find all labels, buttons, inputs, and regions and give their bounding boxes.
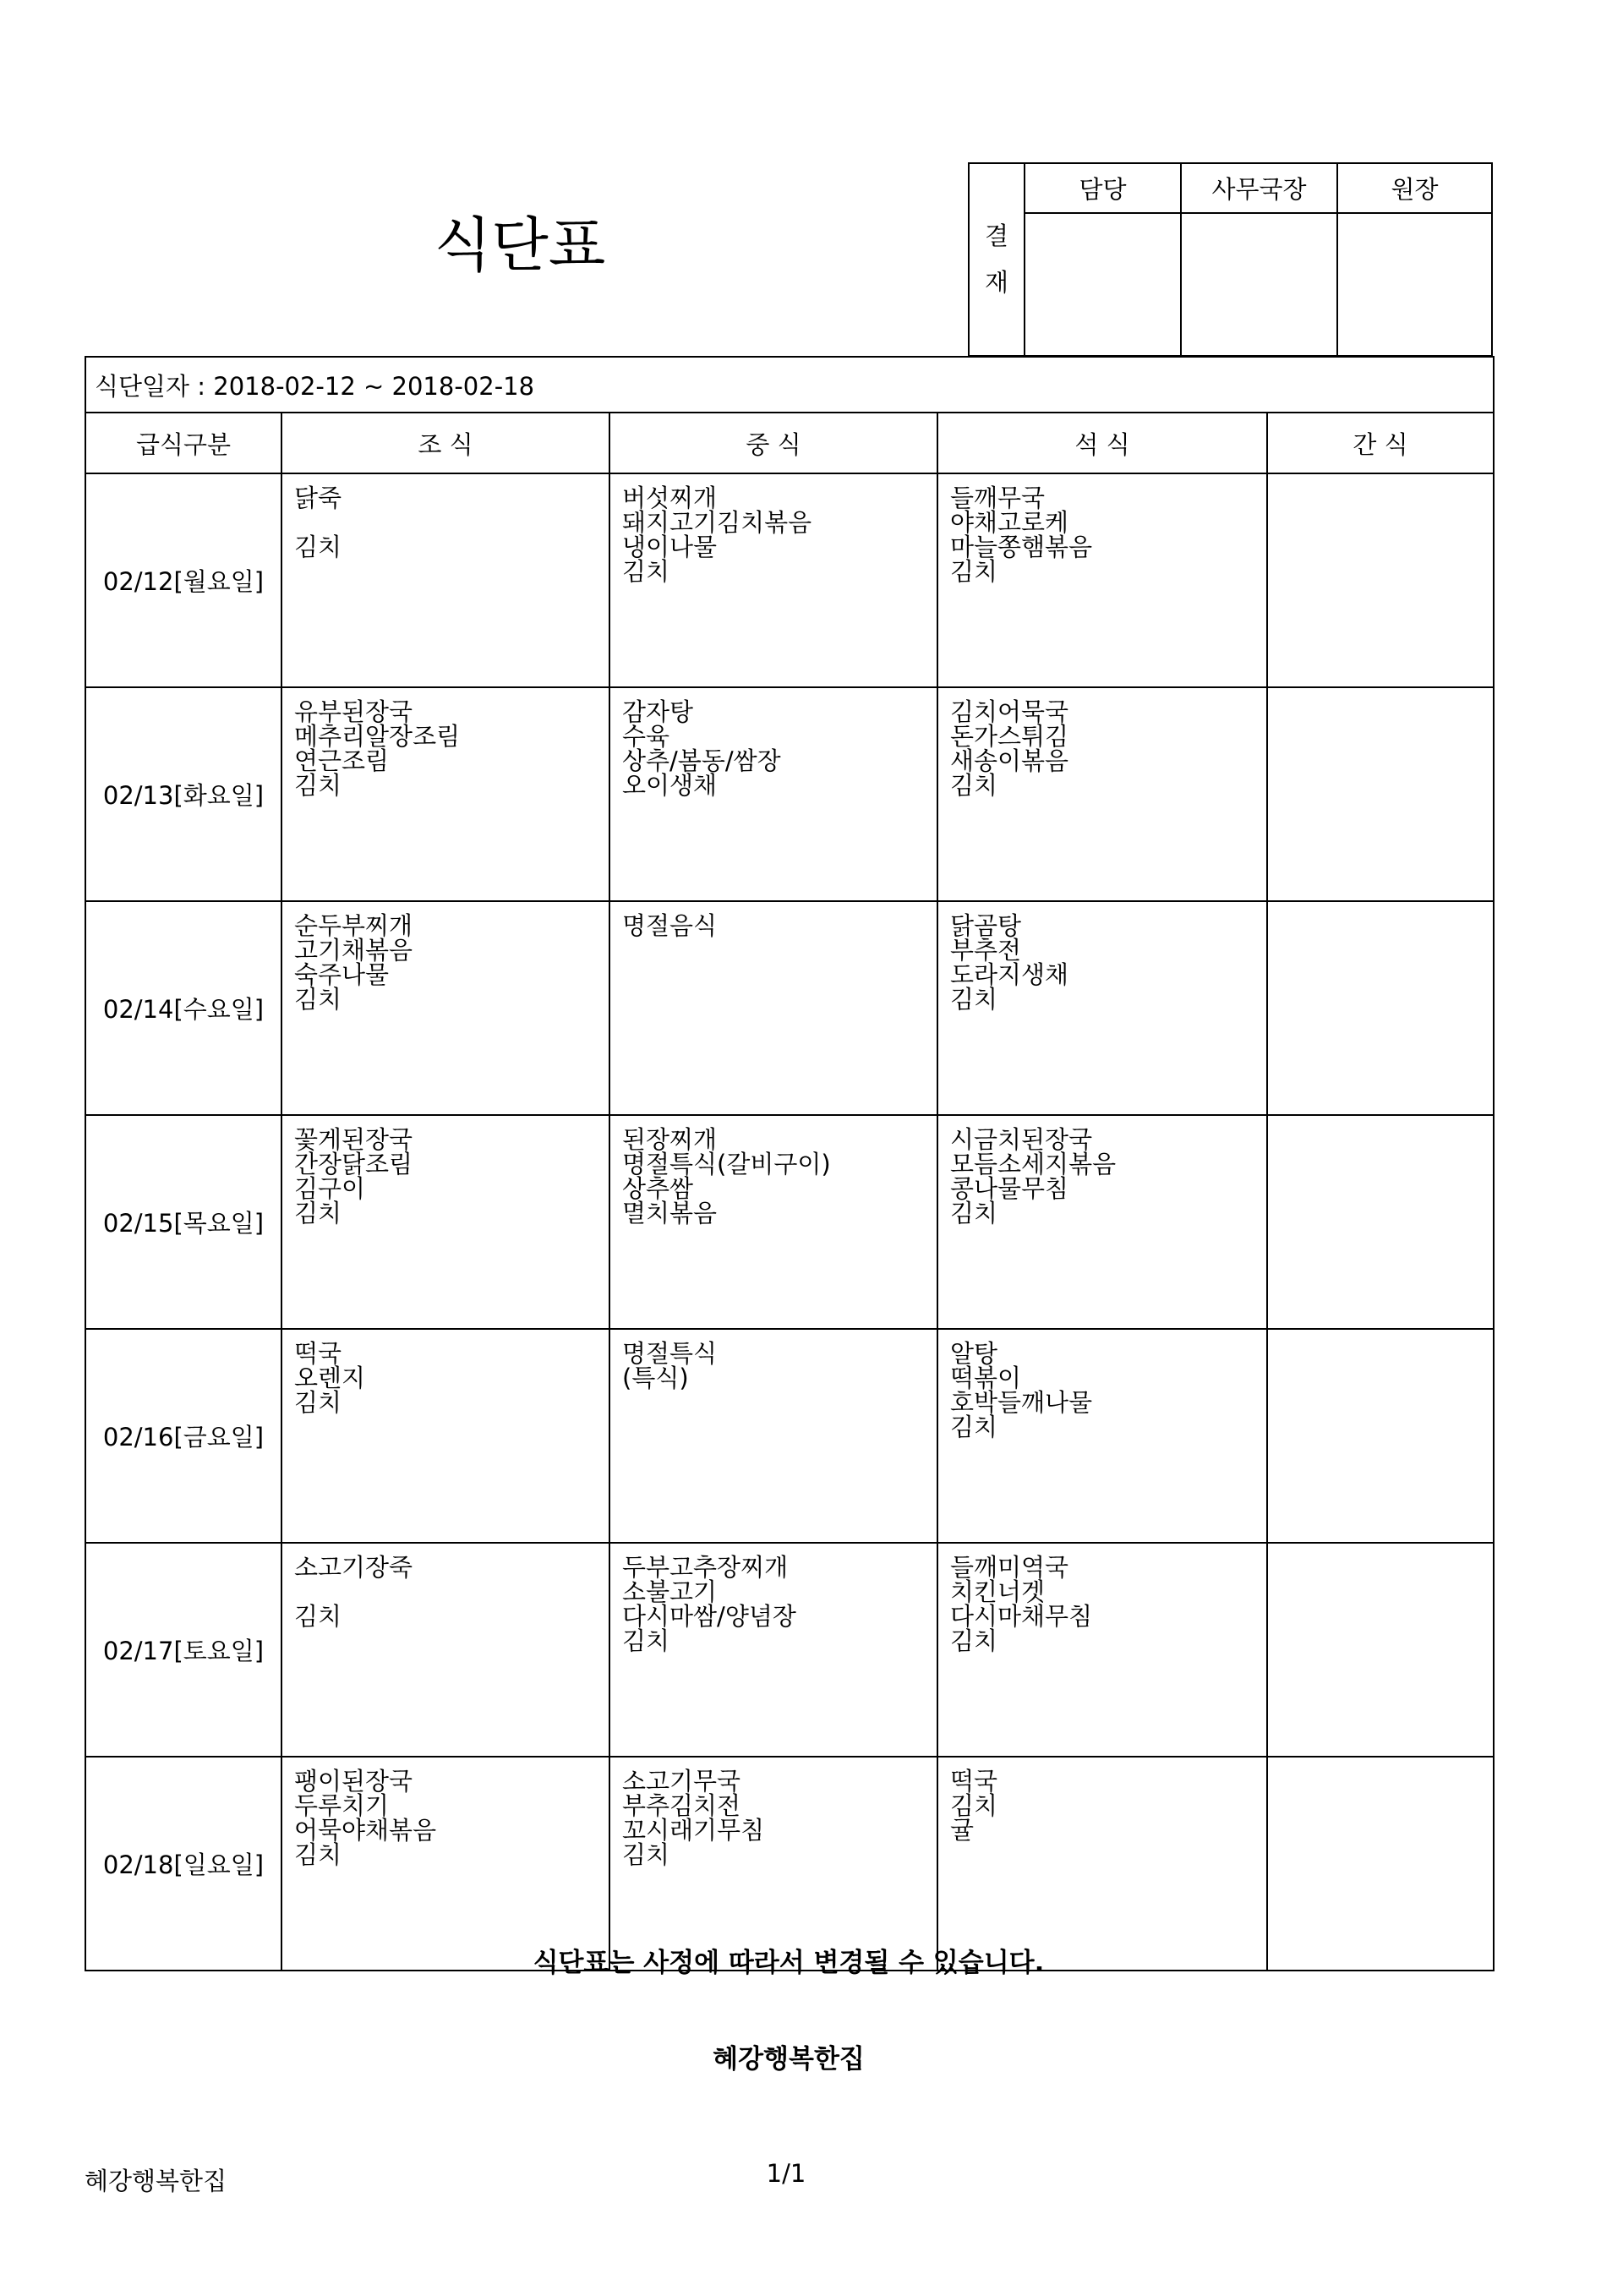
menu-item: 소고기무국 [622,1767,741,1796]
dinner-cell [937,901,1267,1115]
snack-cell [1267,901,1494,1115]
day-label: 02/14[수요일] [85,901,281,1115]
header-breakfast: 조 식 [281,413,609,473]
dinner-cell [937,1543,1267,1757]
menu-item: 감자탕 [622,697,694,726]
header-meal-type: 급식구분 [85,413,281,473]
lunch-cell [609,473,937,687]
lunch-cell [609,687,937,901]
menu-item: 김치 [950,985,998,1014]
menu-item: 김치 [950,771,998,800]
menu-item: 모듬소세지볶음 [950,1150,1117,1178]
menu-item: 꽃게된장국 [294,1125,413,1154]
page-title: 식단표 [434,210,606,280]
menu-item: 오이생채 [622,771,718,800]
notice-text: 식단표는 사정에 따라서 변경될 수 있습니다. [533,1948,1045,1978]
menu-item: 떡국 [950,1767,998,1796]
menu-item: 김치 [294,1388,342,1417]
menu-item: 소고기장죽 [294,1553,413,1582]
snack-cell [1267,1543,1494,1757]
menu-item: 김구이 [294,1174,366,1203]
header-snack: 간 식 [1267,413,1494,473]
breakfast-cell [281,901,609,1115]
menu-item: 다시마채무침 [950,1602,1093,1631]
menu-item: 김치 [294,1602,342,1631]
day-row [85,687,1494,901]
menu-item: 떡볶이 [950,1364,1022,1392]
menu-item: 떡국 [294,1339,342,1368]
menu-item: 오렌지 [294,1364,366,1392]
menu-item: 닭죽 [294,484,342,512]
menu-item: 김치 [622,557,670,586]
footer-organization: 혜강행복한집 [85,2167,227,2195]
breakfast-cell [281,1543,609,1757]
day-row [85,1757,1494,1971]
lunch-cell [609,1329,937,1543]
menu-item: 연근조림 [294,746,390,775]
meal-table [85,356,1495,1971]
snack-cell [1267,1757,1494,1971]
menu-item: 꼬시래기무침 [622,1816,765,1845]
approval-side-label-2: 재 [984,268,1008,297]
menu-item: 된장찌개 [622,1125,718,1154]
approval-side-label [969,163,1025,356]
approval-sign-director [1337,213,1492,357]
organization-name: 혜강행복한집 [713,2044,865,2075]
approval-role-manager: 담당 [1025,163,1181,213]
menu-item: 김치 [294,771,342,800]
menu-item: 숙주나물 [294,960,390,989]
snack-cell [1267,1329,1494,1543]
snack-cell [1267,1115,1494,1329]
menu-item: 김치 [950,557,998,586]
menu-item: 어묵야채볶음 [294,1816,437,1845]
snack-cell [1267,473,1494,687]
menu-item: 유부된장국 [294,697,413,726]
menu-item: 냉이나물 [622,533,718,561]
dinner-cell [937,687,1267,901]
menu-item: 닭곰탕 [950,911,1022,940]
menu-item: 새송이볶음 [950,746,1069,775]
menu-item: 명절음식 [622,911,718,940]
dinner-cell [937,1757,1267,1971]
menu-item: 다시마쌈/양념장 [622,1602,796,1631]
menu-item: 부추전 [950,936,1022,965]
day-label: 02/17[토요일] [85,1543,281,1757]
menu-item: 소불고기 [622,1577,718,1606]
menu-item: 김치 [950,1199,998,1227]
day-row [85,1543,1494,1757]
menu-item: 순두부찌개 [294,911,413,940]
menu-item: 치킨너겟 [950,1577,1046,1606]
menu-item: 두부고추장찌개 [622,1553,789,1582]
menu-item: 돼지고기김치볶음 [622,508,812,537]
menu-item: 간장닭조림 [294,1150,413,1178]
day-label: 02/16[금요일] [85,1329,281,1543]
breakfast-cell [281,687,609,901]
menu-item: 부추김치전 [622,1791,741,1820]
breakfast-cell [281,1115,609,1329]
menu-item: 도라지생채 [950,960,1069,989]
day-row [85,473,1494,687]
menu-item: 야채고로케 [950,508,1069,537]
menu-item: 상추쌈 [622,1174,694,1203]
menu-item: 명절특식(갈비구이) [622,1150,831,1178]
menu-item: 들깨미역국 [950,1553,1069,1582]
menu-item: 김치 [950,1413,998,1441]
day-rows [85,473,1494,1971]
menu-item: 멸치볶음 [622,1199,718,1227]
menu-item: 메추리알장조림 [294,722,461,751]
day-label: 02/13[화요일] [85,687,281,901]
approval-role-office-head: 사무국장 [1181,163,1337,213]
menu-item [294,511,609,535]
date-range: 식단일자 : 2018-02-12 ~ 2018-02-18 [85,357,1494,413]
menu-item: 콩나물무침 [950,1174,1069,1203]
menu-item: 김치 [294,1199,342,1227]
snack-cell [1267,687,1494,901]
lunch-cell [609,1115,937,1329]
header-dinner: 석 식 [937,413,1267,473]
menu-item [294,1580,609,1604]
menu-item: 알탕 [950,1339,998,1368]
menu-item: 고기채볶음 [294,936,413,965]
dinner-cell [937,1329,1267,1543]
menu-item: 팽이된장국 [294,1767,413,1796]
menu-item: 김치 [950,1791,998,1820]
day-row [85,901,1494,1115]
menu-item: 호박들깨나물 [950,1388,1093,1417]
approval-side-label-1: 결 [984,221,1008,250]
breakfast-cell [281,1329,609,1543]
menu-item: 명절특식 [622,1339,718,1368]
day-row [85,1115,1494,1329]
menu-item: 두루치기 [294,1791,390,1820]
menu-item: 귤 [950,1816,975,1845]
menu-item: 김치 [294,985,342,1014]
menu-item: 시금치된장국 [950,1125,1093,1154]
menu-item: 김치 [622,1626,670,1655]
menu-item: 김치 [294,1840,342,1869]
menu-item: 김치어묵국 [950,697,1069,726]
dinner-cell [937,1115,1267,1329]
menu-item: (특식) [622,1364,689,1392]
header-lunch: 중 식 [609,413,937,473]
menu-item: 김치 [622,1840,670,1869]
approval-role-director: 원장 [1337,163,1492,213]
menu-item: 마늘쫑햄볶음 [950,533,1093,561]
lunch-cell [609,1757,937,1971]
day-label: 02/18[일요일] [85,1757,281,1971]
approval-box [968,162,1493,357]
menu-item: 돈가스튀김 [950,722,1069,751]
menu-item: 상추/봄동/쌈장 [622,746,781,775]
breakfast-cell [281,473,609,687]
menu-item: 수육 [622,722,670,751]
menu-item: 김치 [294,533,342,561]
day-row [85,1329,1494,1543]
approval-sign-manager [1025,213,1181,357]
menu-item: 김치 [950,1626,998,1655]
footer-page-number: 1/1 [766,2159,806,2188]
breakfast-cell [281,1757,609,1971]
day-label: 02/12[월요일] [85,473,281,687]
approval-sign-office-head [1181,213,1337,357]
dinner-cell [937,473,1267,687]
lunch-cell [609,901,937,1115]
lunch-cell [609,1543,937,1757]
day-label: 02/15[목요일] [85,1115,281,1329]
menu-item: 들깨무국 [950,484,1046,512]
menu-item: 버섯찌개 [622,484,718,512]
